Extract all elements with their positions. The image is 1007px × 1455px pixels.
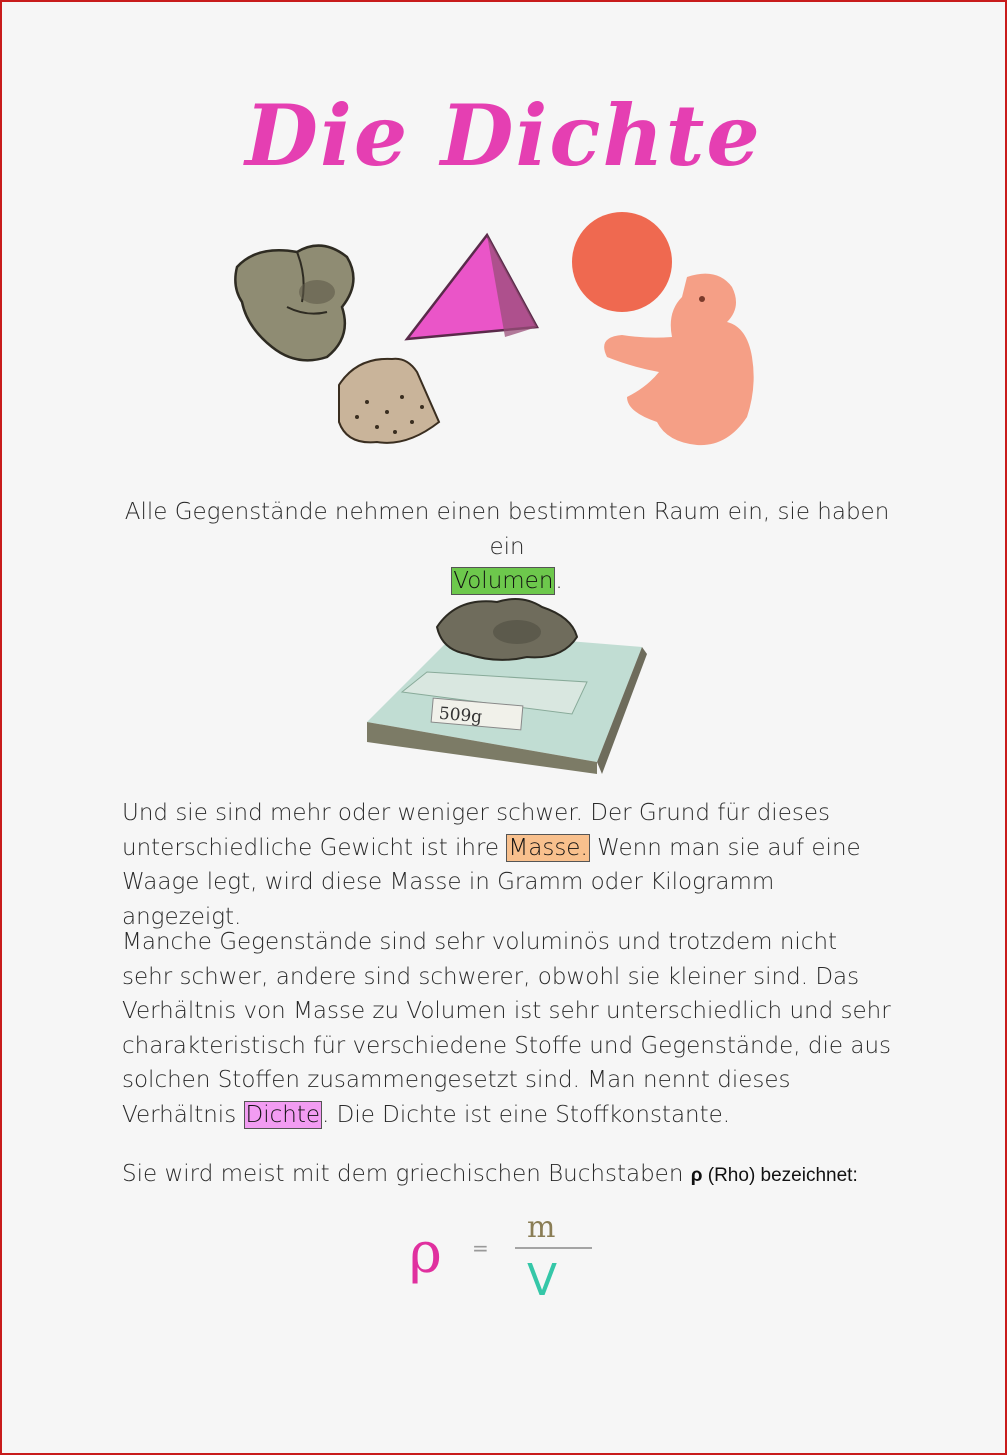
density-formula: [397, 1207, 607, 1307]
pyramid-icon: [407, 235, 537, 339]
stone-icon: [235, 246, 353, 361]
mass-paragraph: [122, 796, 882, 934]
rho-text: Sie wird meist mit dem griechischen Buchstaben: [122, 1161, 691, 1187]
scale-illustration: [357, 592, 657, 777]
mass-text-end: Wenn man sie auf eine Waage legt, wird diese Masse in Gramm oder Kilogramm angezeigt.: [122, 834, 861, 930]
cork-icon: [339, 359, 439, 443]
formula-denominator: V: [527, 1255, 558, 1306]
formula-equals: =: [472, 1236, 489, 1260]
density-text-end: . Die Dichte ist eine Stoffkonstante.: [322, 1101, 731, 1128]
formula-rho: ρ: [409, 1221, 442, 1286]
ball-icon: [572, 212, 672, 312]
scale-display: 509g: [438, 703, 483, 728]
density-text: Manche Gegenstände sind sehr voluminös und trotzdem nicht sehr schwer, andere sind schwerer, obwohl sie kleiner sind. Das Verhältnis von Masse zu Volumen ist sehr unterschiedlich und sehr charakteristisch für verschiedene Stoffe und Gegenstände, die aus solchen Stoffen zusammengesetzt sind. Man nennt dieses Verhältnis: [122, 929, 892, 1128]
rho-paragraph: [122, 1157, 902, 1194]
rho-symbol: ρ: [690, 1165, 703, 1186]
mass-highlight: Masse.: [508, 834, 588, 861]
volume-text-end: .: [555, 568, 563, 594]
density-highlight: Dichte: [245, 1101, 320, 1128]
volume-highlight: Volumen: [453, 568, 554, 594]
stone-on-scale-icon: [437, 599, 577, 660]
formula-numerator: m: [527, 1210, 556, 1245]
rho-text-end: (Rho) bezeichnet:: [702, 1165, 858, 1186]
page-title: Die Dichte: [245, 86, 762, 185]
volume-text: Alle Gegenstände nehmen einen bestimmten Raum ein, sie haben ein: [124, 499, 890, 560]
mass-text: Und sie sind mehr oder weniger schwer. Der Grund für dieses unterschiedliche Gewicht ist ihre: [122, 800, 830, 861]
density-paragraph: [122, 925, 892, 1132]
volume-paragraph: [122, 495, 892, 599]
objects-illustration: [227, 207, 767, 452]
